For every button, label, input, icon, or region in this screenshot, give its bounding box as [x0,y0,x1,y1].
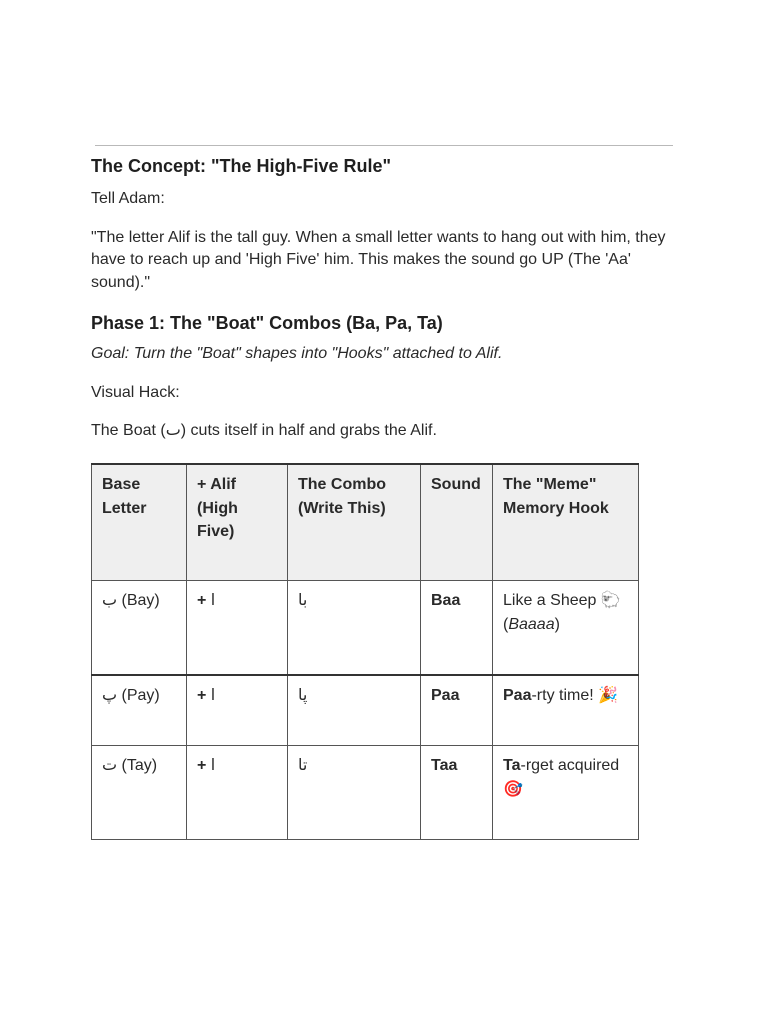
alif-letter: ا [210,757,216,774]
sound-cell: Taa [421,746,493,840]
sound-cell: Baa [421,581,493,676]
hook-text: -rty time! 🎉 [531,687,619,704]
hook-bold: Paa [503,687,532,704]
table-header-row [92,464,639,581]
alif-letter: ا [210,687,216,704]
table-row [92,746,639,840]
header-combo: The Combo (Write This) [288,464,421,581]
header-memory-hook: The "Meme" Memory Hook [493,464,639,581]
concept-intro: Tell Adam: [91,190,165,207]
concept-heading: The Concept: "The High-Five Rule" [91,156,392,176]
memory-hook-cell [493,746,639,840]
memory-hook-cell [493,581,639,676]
base-letter-cell: ب (Bay) [92,581,187,676]
header-alif: + Alif (High Five) [187,464,288,581]
phase1-heading: Phase 1: The "Boat" Combos (Ba, Pa, Ta) [91,313,443,333]
table-row [92,675,639,746]
header-sound: Sound [421,464,493,581]
concept-quote: "The letter Alif is the tall guy. When a small letter wants to hang out with him, they have to reach up and 'High Five' him. This makes the sound go UP (The 'Aa' sound)." [91,228,666,291]
hook-text: -rget acquired 🎯 [503,757,620,798]
plus-sign: + [197,757,207,774]
memory-hook-cell [493,675,639,746]
plus-sign: + [197,687,207,704]
combo-cell: تا [288,746,421,840]
horizontal-divider [95,145,673,146]
hook-bold: Ta [503,757,521,774]
combos-table [91,463,639,840]
alif-cell [187,675,288,746]
hook-italic: Baaaa [508,615,555,633]
boat-description: The Boat (ٮ) cuts itself in half and grabs the Alif. [91,422,437,439]
combo-cell: با [288,581,421,676]
combo-cell: پا [288,675,421,746]
hook-end: ) [554,615,560,633]
header-base-letter: Base Letter [92,464,187,581]
base-letter-cell: ت (Tay) [92,746,187,840]
visual-hack-label: Visual Hack: [91,383,180,401]
alif-cell [187,746,288,840]
base-letter-cell: پ (Pay) [92,675,187,746]
alif-cell [187,581,288,676]
sound-cell: Paa [421,675,493,746]
hook-text: Like a Sheep 🐑 ( [503,592,621,633]
document-body [91,152,691,443]
table-row [92,581,639,676]
phase1-goal: Goal: Turn the "Boat" shapes into "Hooks" attached to Alif. [91,345,503,362]
alif-letter: ا [210,592,216,609]
plus-sign: + [197,592,207,609]
